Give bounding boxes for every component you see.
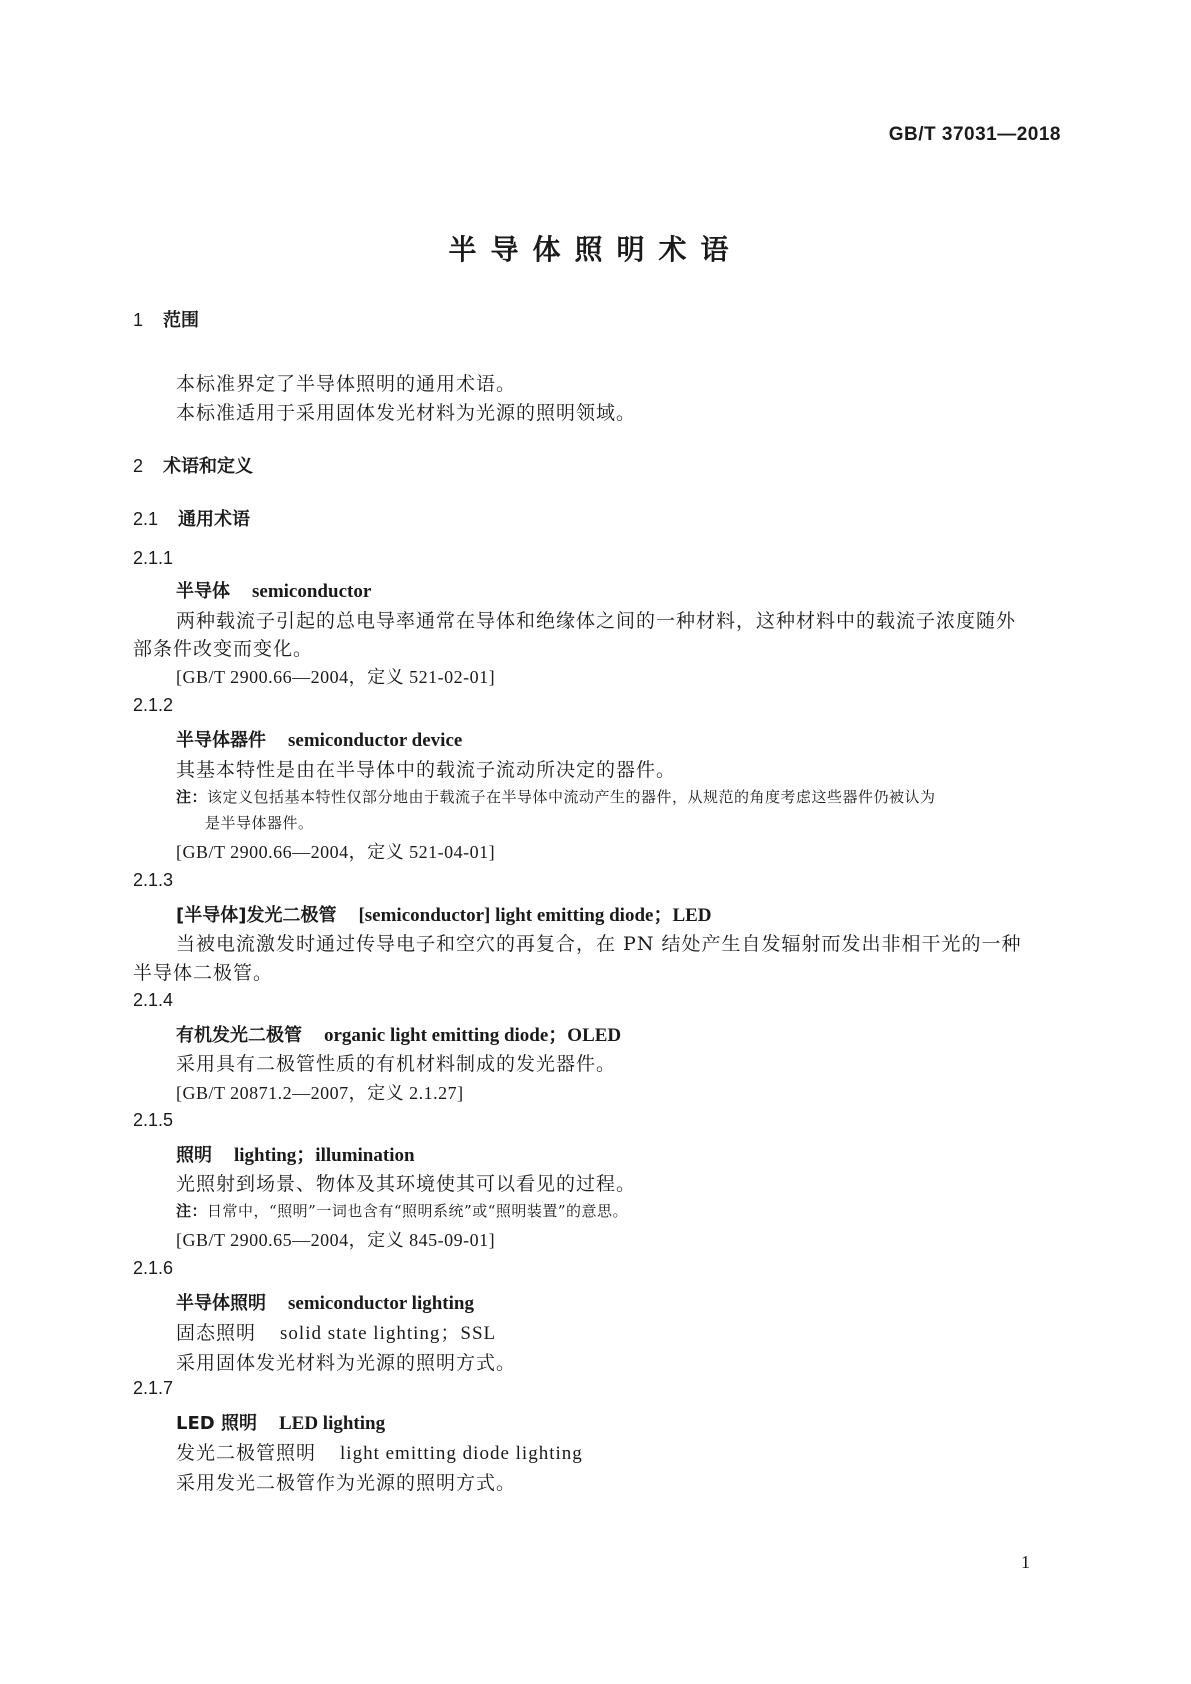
scope-paragraph-1: 本标准界定了半导体照明的通用术语。 xyxy=(176,373,517,395)
term-en: semiconductor device xyxy=(288,730,463,751)
section-number: 2 xyxy=(133,456,144,476)
term-en: semiconductor lighting xyxy=(288,1293,474,1314)
subsection-heading-general xyxy=(133,505,250,531)
term-definition: 光照射到场景、物体及其环境使其可以看见的过程。 xyxy=(176,1173,637,1195)
term-synonym xyxy=(176,1438,583,1465)
section-number: 1 xyxy=(133,310,144,330)
term-number: 2.1.7 xyxy=(133,1378,174,1398)
term-definition: 两种载流子引起的总电导率通常在导体和绝缘体之间的一种材料，这种材料中的载流子浓度随外 xyxy=(176,610,1017,632)
term-en: lighting；illumination xyxy=(234,1145,415,1166)
note-label: 注： xyxy=(176,1202,208,1220)
term-number: 2.1.4 xyxy=(133,990,174,1010)
term-heading xyxy=(176,726,462,752)
term-definition: 其基本特性是由在半导体中的载流子流动所决定的器件。 xyxy=(176,759,677,781)
page-number: 1 xyxy=(1021,1552,1030,1572)
synonym-zh: 发光二极管照明 xyxy=(176,1442,317,1464)
section-number: 2.1 xyxy=(133,509,159,529)
term-number: 2.1.6 xyxy=(133,1258,174,1278)
section-heading-terms xyxy=(133,452,253,478)
synonym-en: light emitting diode lighting xyxy=(340,1443,583,1464)
term-number: 2.1.1 xyxy=(133,548,174,568)
term-zh: 有机发光二极管 xyxy=(176,1025,302,1046)
term-zh: 半导体照明 xyxy=(176,1293,266,1314)
term-number: 2.1.5 xyxy=(133,1110,174,1130)
note-text: 日常中，“照明”一词也含有“照明系统”或“照明装置”的意思。 xyxy=(207,1202,629,1220)
term-note xyxy=(176,1200,628,1221)
term-reference: [GB/T 2900.65—2004，定义 845-09-01] xyxy=(176,1230,496,1250)
section-title: 范围 xyxy=(163,310,200,331)
term-en: LED lighting xyxy=(278,1413,386,1434)
term-heading xyxy=(176,1409,385,1435)
term-heading xyxy=(176,1140,415,1167)
synonym-zh: 固态照明 xyxy=(176,1322,257,1344)
note-label: 注： xyxy=(176,788,208,806)
term-heading xyxy=(176,1020,621,1047)
scope-paragraph-2: 本标准适用于采用固体发光材料为光源的照明领域。 xyxy=(176,402,637,424)
term-synonym xyxy=(176,1318,496,1345)
term-number: 2.1.2 xyxy=(133,695,174,715)
note-text: 该定义包括基本特性仅部分地由于载流子在半导体中流动产生的器件，从规范的角度考虑这些器件仍被认为 xyxy=(207,788,936,806)
section-heading-scope xyxy=(133,306,199,332)
term-reference: [GB/T 2900.66—2004，定义 521-04-01] xyxy=(176,842,496,862)
term-heading xyxy=(176,1289,474,1315)
term-en: semiconductor xyxy=(252,581,372,602)
term-zh: [半导体]发光二极管 xyxy=(176,905,337,926)
synonym-en: solid state lighting；SSL xyxy=(280,1323,497,1344)
term-definition: 当被电流激发时通过传导电子和空穴的再复合，在 PN 结处产生自发辐射而发出非相干光的一种 xyxy=(176,933,1022,955)
term-reference: [GB/T 2900.66—2004，定义 521-02-01] xyxy=(176,667,496,687)
term-zh: 照明 xyxy=(176,1145,212,1166)
section-title: 术语和定义 xyxy=(163,456,254,477)
term-definition-cont: 部条件改变而变化。 xyxy=(133,638,314,660)
section-title: 通用术语 xyxy=(178,509,251,530)
term-heading xyxy=(176,900,712,927)
term-zh: 半导体 xyxy=(176,581,230,602)
term-en: [semiconductor] light emitting diode；LED xyxy=(358,905,712,926)
term-number: 2.1.3 xyxy=(133,870,174,890)
term-en: organic light emitting diode；OLED xyxy=(324,1025,622,1046)
term-heading xyxy=(176,577,371,603)
document-title: 半导体照明术语 xyxy=(448,233,743,266)
term-definition: 采用发光二极管作为光源的照明方式。 xyxy=(176,1472,517,1494)
term-note-cont: 是半导体器件。 xyxy=(205,814,314,832)
term-zh: 半导体器件 xyxy=(176,730,266,751)
term-definition-cont: 半导体二极管。 xyxy=(133,962,274,984)
term-zh: LED 照明 xyxy=(176,1413,257,1434)
document-number: GB/T 37031—2018 xyxy=(888,124,1061,145)
term-definition: 采用固体发光材料为光源的照明方式。 xyxy=(176,1352,517,1374)
term-definition: 采用具有二极管性质的有机材料制成的发光器件。 xyxy=(176,1053,617,1075)
term-note xyxy=(176,786,936,807)
term-reference: [GB/T 20871.2—2007，定义 2.1.27] xyxy=(176,1083,464,1103)
